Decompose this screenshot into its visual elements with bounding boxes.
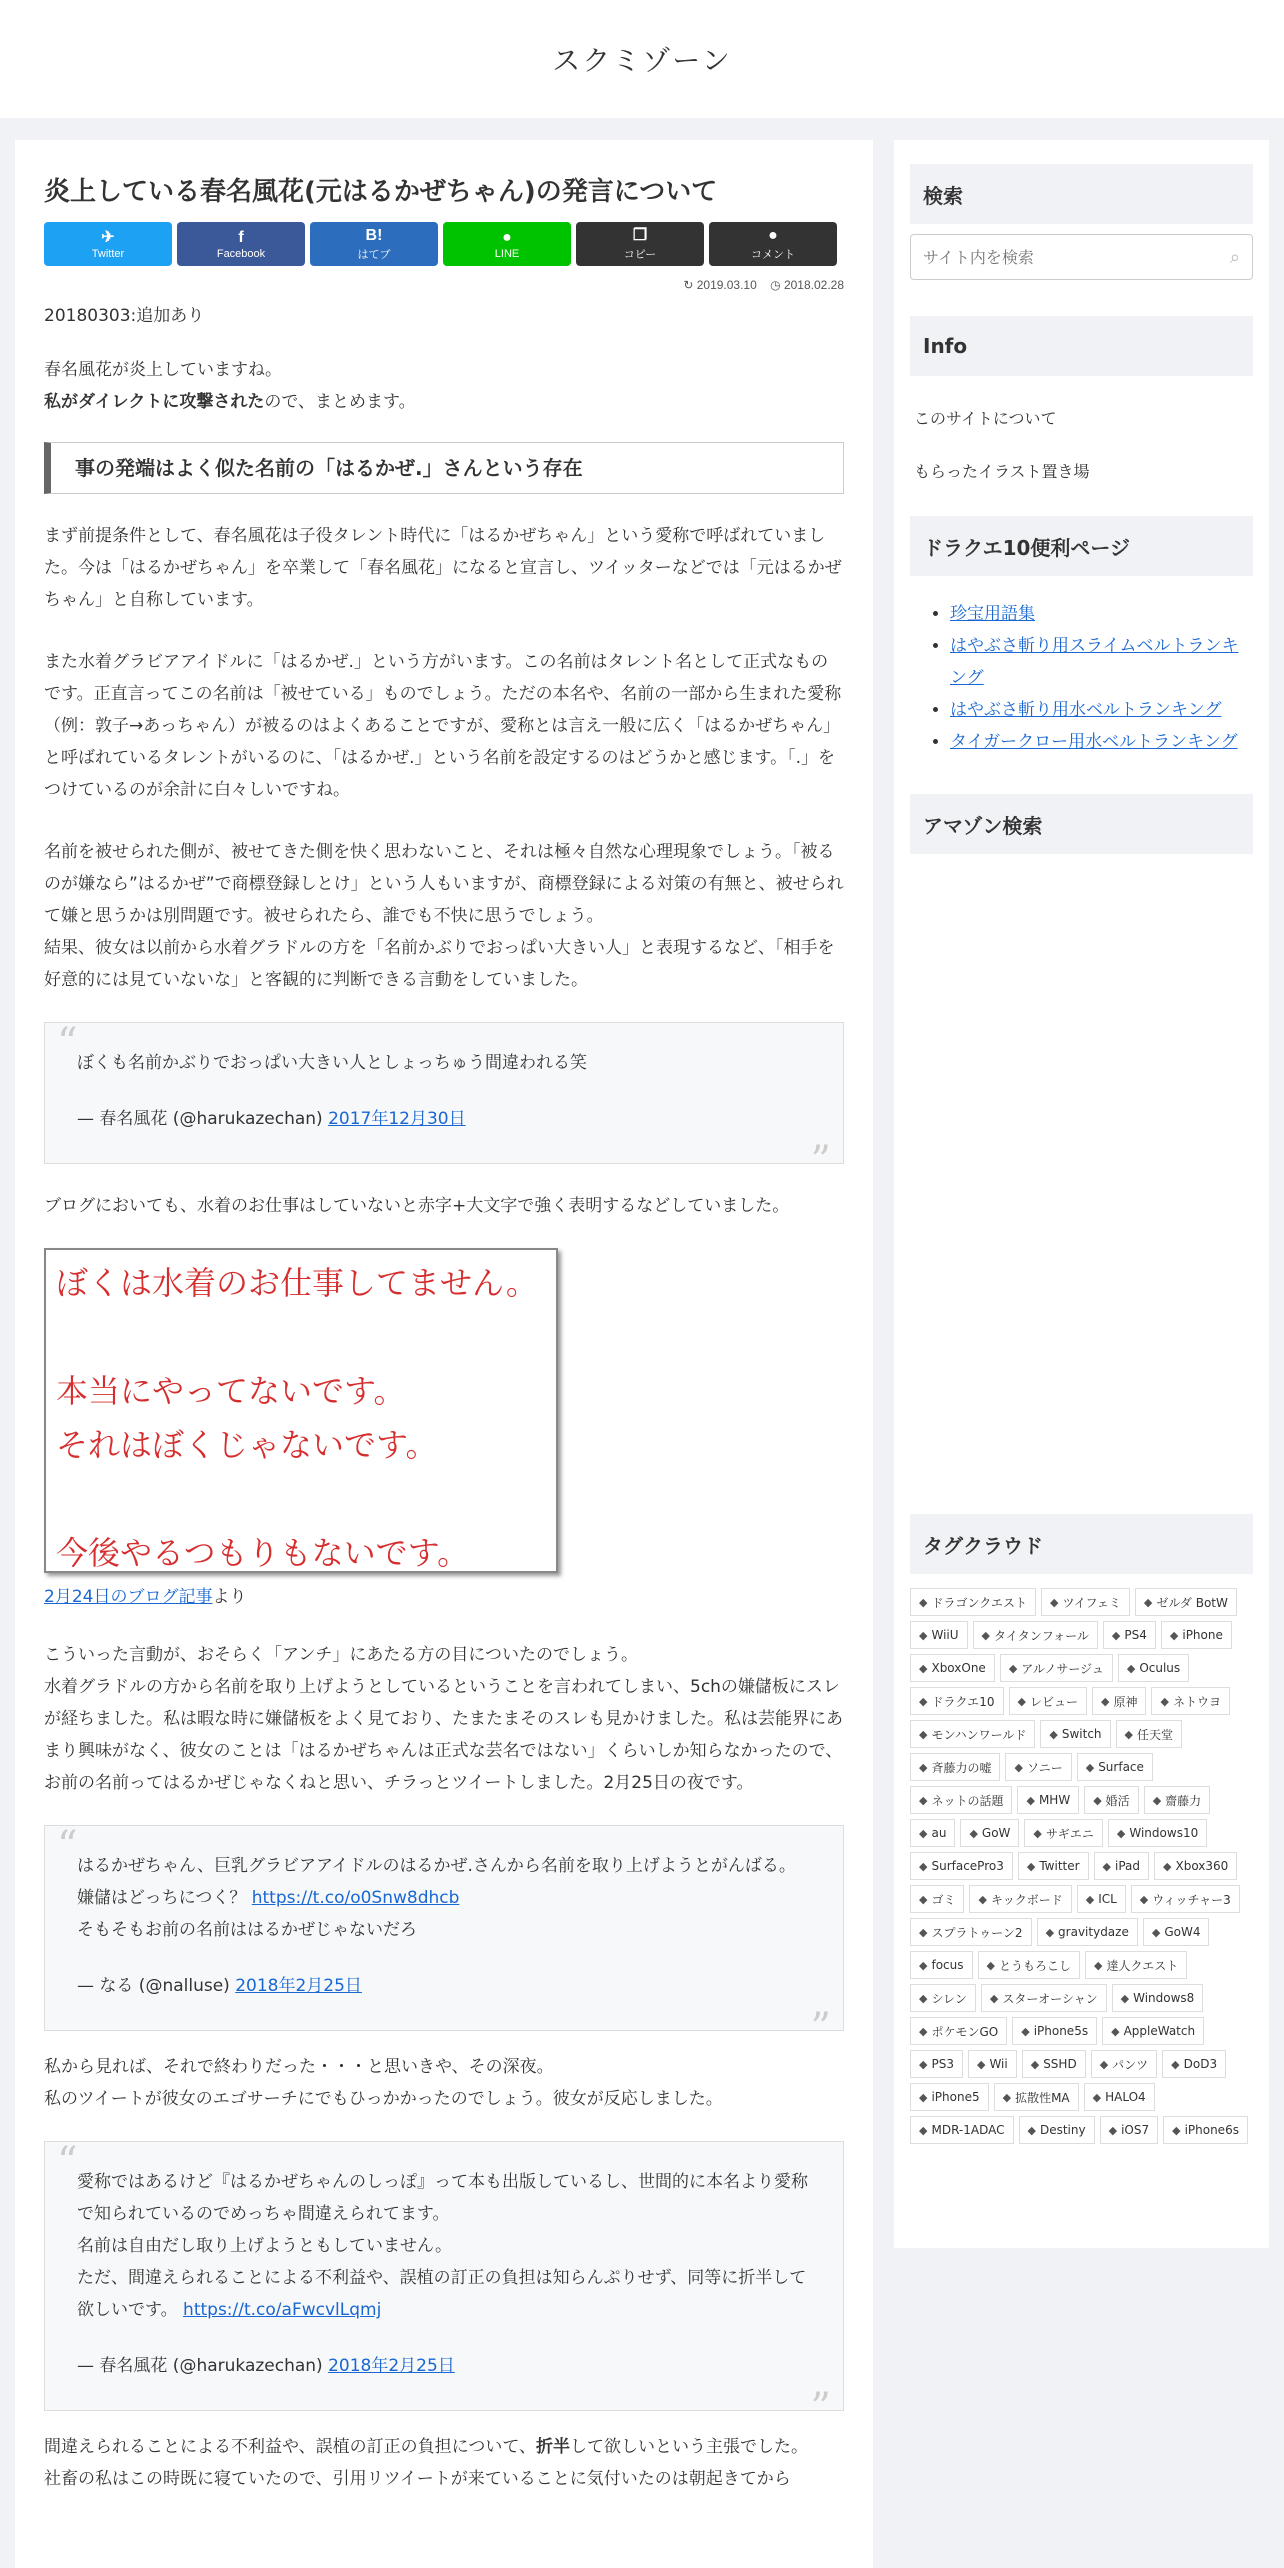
tag-icon: ◆ (1014, 1760, 1023, 1774)
tag-icon: ◆ (919, 2123, 928, 2137)
tag-icon: ◆ (989, 1991, 999, 2005)
share-icon: f (238, 228, 244, 246)
tag-item[interactable] (969, 1885, 1071, 1913)
share-icon: ✈ (101, 228, 115, 246)
share-button-line[interactable] (443, 222, 571, 266)
tag-label: Windows8 (1133, 1991, 1195, 2005)
tag-item[interactable] (1000, 1654, 1113, 1682)
tag-label: SurfacePro3 (931, 1859, 1004, 1873)
tag-icon: ◆ (1092, 2090, 1102, 2104)
tag-item[interactable] (1131, 1885, 1240, 1913)
tag-label: XboxOne (931, 1661, 986, 1675)
info-link-about[interactable]: このサイトについて (914, 409, 1057, 428)
tag-label: シレン (931, 1991, 967, 2006)
tag-label: Surface (1098, 1760, 1144, 1774)
tag-label: iOS7 (1121, 2123, 1150, 2137)
tag-label: Destiny (1039, 2123, 1086, 2137)
tag-item[interactable] (1084, 1786, 1138, 1814)
tweet-quote: “ はるかぜちゃん、巨乳グラビアアイドルのはるかぜ.さんから名前を取り上げようとがんばる。嫌儲はどっちにつく？ https://t.co/o0Snw8dhcb そもそもお前の名前ははるかぜじゃないだろ — なる (@nalluse) 2018年2月25日 ” (44, 1825, 844, 2031)
share-button-コメント[interactable] (709, 222, 837, 266)
dq-link[interactable]: はやぶさ斬り用水ベルトランキング (950, 700, 1222, 720)
tag-item[interactable] (1024, 1819, 1102, 1847)
article-body (44, 300, 844, 2495)
tag-item[interactable] (968, 2050, 1017, 2078)
share-label: Facebook (216, 248, 266, 261)
list-item (950, 598, 1253, 630)
tag-icon: ◆ (1085, 1892, 1095, 1906)
tag-icon: ◆ (1017, 1694, 1026, 1708)
info-widget-title: Info (910, 316, 1253, 376)
tag-icon: ◆ (919, 1892, 928, 1906)
tag-item[interactable] (1108, 1819, 1207, 1847)
tag-item[interactable] (1005, 1753, 1071, 1781)
tag-label: ネットの話題 (931, 1793, 1004, 1808)
list-item (950, 630, 1253, 694)
tag-item[interactable] (1041, 1588, 1130, 1616)
tag-icon: ◆ (969, 1826, 978, 1840)
tag-label: Twitter (1039, 1859, 1080, 1873)
tag-icon: ◆ (1027, 2123, 1036, 2137)
tweet-quote: “ ぼくも名前かぶりでおっぱい大きい人としょっちゅう間違われる笑 — 春名風花 (@harukazechan) 2017年12月30日 ” (44, 1022, 844, 1164)
tag-label: PS4 (1124, 1628, 1147, 1642)
tag-label: focus (931, 1958, 964, 1972)
dq-widget-title: ドラクエ10便利ページ (910, 516, 1253, 576)
tag-label: 任天堂 (1137, 1727, 1174, 1742)
search-input[interactable] (923, 248, 1213, 267)
tag-icon: ◆ (1026, 1859, 1036, 1873)
tag-icon: ◆ (919, 1628, 928, 1642)
dq-link-list (910, 598, 1253, 758)
tag-item[interactable] (910, 2017, 1007, 2045)
share-buttons (44, 222, 844, 266)
share-label: Twitter (91, 248, 125, 261)
tag-cloud (910, 1588, 1253, 2144)
tag-label: ポケモンGO (931, 2024, 999, 2039)
tag-icon: ◆ (919, 1694, 928, 1708)
tag-item[interactable] (1037, 1918, 1138, 1946)
tag-item[interactable] (910, 1588, 1036, 1616)
tag-icon: ◆ (1163, 1859, 1172, 1873)
tag-icon: ◆ (1093, 1793, 1102, 1807)
tag-item[interactable] (981, 1984, 1107, 2012)
tag-item[interactable] (1162, 2050, 1226, 2078)
search-widget-title: 検索 (910, 164, 1253, 224)
tag-item[interactable] (1163, 2116, 1248, 2144)
tag-label: ゴミ (931, 1892, 956, 1907)
updated-date: ↻ 2019.03.10 (683, 278, 757, 293)
tag-item[interactable] (973, 1621, 1098, 1649)
tag-label: GoW (981, 1826, 1011, 1840)
tag-icon: ◆ (986, 1958, 995, 1972)
share-label: コメント (751, 249, 795, 262)
tag-item[interactable] (1019, 2116, 1095, 2144)
amazon-widget-title: アマゾン検索 (910, 794, 1253, 854)
tag-icon: ◆ (919, 2090, 928, 2104)
tag-label: ドラゴンクエスト (931, 1595, 1027, 1610)
tag-item[interactable] (1094, 1852, 1149, 1880)
published-date: ◷ 2018.02.28 (770, 278, 844, 293)
tag-icon: ◆ (1021, 2024, 1030, 2038)
dq-link[interactable]: 珍宝用語集 (950, 604, 1035, 624)
tweet-date-link[interactable]: 2017年12月30日 (328, 1109, 466, 1130)
tag-item[interactable] (910, 2116, 1014, 2144)
tag-icon: ◆ (1143, 1595, 1153, 1609)
tag-item[interactable] (910, 1819, 955, 1847)
tag-icon: ◆ (1008, 1661, 1018, 1675)
tag-item[interactable] (910, 2050, 963, 2078)
list-item (950, 726, 1253, 758)
tag-item[interactable] (960, 1819, 1019, 1847)
post-dates (44, 278, 844, 292)
share-icon: B! (365, 226, 383, 244)
tag-label: レビュー (1029, 1694, 1078, 1709)
share-label: LINE (494, 248, 520, 261)
tag-icon: ◆ (1050, 1595, 1059, 1609)
tag-item[interactable] (994, 2083, 1079, 2111)
tag-icon: ◆ (919, 1925, 928, 1939)
tag-icon: ◆ (1139, 1892, 1149, 1906)
tag-label: ネトウヨ (1172, 1694, 1221, 1709)
tag-label: Oculus (1139, 1661, 1181, 1675)
tag-item[interactable] (978, 1951, 1080, 1979)
tag-label: Xbox360 (1175, 1859, 1229, 1873)
tag-icon: ◆ (1160, 1694, 1169, 1708)
tag-item[interactable] (910, 1984, 976, 2012)
tag-label: GoW4 (1164, 1925, 1201, 1939)
tag-label: ゼルダ BotW (1156, 1595, 1228, 1610)
tag-item[interactable] (1022, 2050, 1086, 2078)
tag-label: PS3 (931, 2057, 954, 2071)
dq-link[interactable]: はやぶさ斬り用スライムベルトランキング (950, 636, 1239, 688)
tag-icon: ◆ (1085, 1760, 1095, 1774)
tag-label: モンハンワールド (931, 1727, 1027, 1742)
tag-item[interactable] (910, 1654, 995, 1682)
tag-label: iPhone5s (1033, 2024, 1089, 2038)
article-title: 炎上している春名風花(元はるかぜちゃん)の発言について (44, 177, 718, 207)
tag-item[interactable] (1084, 2083, 1155, 2111)
search-icon[interactable]: ⌕ (1229, 246, 1240, 268)
tag-icon: ◆ (1171, 2057, 1180, 2071)
tag-item[interactable] (1040, 1720, 1110, 1748)
paragraph: 社畜の私はこの時既に寝ていたので、引用リツイートが来ていることに気付いたのは朝起きてから (44, 2469, 791, 2490)
share-label: コピー (623, 249, 657, 262)
tag-icon: ◆ (978, 1892, 987, 1906)
share-label: はてブ (357, 249, 391, 262)
tag-label: ウィッチャー3 (1152, 1892, 1231, 1907)
tag-item[interactable] (1102, 2017, 1204, 2045)
amazon-ad-area (910, 854, 1253, 1514)
tag-icon: ◆ (1100, 1694, 1110, 1708)
tag-item[interactable] (1116, 1720, 1182, 1748)
tag-item[interactable] (910, 1918, 1032, 1946)
tag-label: gravitydaze (1058, 1925, 1129, 1939)
tag-icon: ◆ (919, 2024, 928, 2038)
tag-label: パンツ (1112, 2057, 1149, 2072)
site-header (0, 0, 1284, 118)
tag-label: 達人クエスト (1106, 1958, 1179, 1973)
tag-icon: ◆ (919, 1760, 928, 1774)
tag-item[interactable] (1144, 1786, 1210, 1814)
quote-close-icon: ” (810, 2385, 831, 2432)
tag-label: au (931, 1826, 947, 1840)
tag-icon: ◆ (919, 1661, 928, 1675)
tag-label: iPhone (1182, 1628, 1223, 1642)
section-heading: 事の発端はよく似た名前の「はるかぜ.」さんという存在 (44, 442, 844, 494)
tag-icon: ◆ (1126, 1661, 1136, 1675)
tweet-date-link[interactable]: 2018年2月25日 (235, 1976, 362, 1997)
tag-label: DoD3 (1183, 2057, 1218, 2071)
tag-label: Wii (989, 2057, 1008, 2071)
share-button-コピー[interactable] (576, 222, 704, 266)
tag-item[interactable] (1085, 1951, 1187, 1979)
tag-icon: ◆ (1111, 1628, 1121, 1642)
tag-label: ドラクエ10 (931, 1694, 995, 1709)
sidebar (894, 140, 1269, 2248)
tag-icon: ◆ (1033, 1826, 1042, 1840)
tag-icon: ◆ (919, 1859, 928, 1873)
tag-item[interactable] (1091, 2050, 1157, 2078)
quote-open-icon: “ (57, 1823, 78, 1870)
tag-item[interactable] (1154, 1852, 1237, 1880)
tag-icon: ◆ (1151, 1925, 1161, 1939)
image-caption: 2月24日のブログ記事より (44, 1587, 247, 1608)
paragraph: 私から見れば、それで終わりだった・・・と思いきや、その深夜。 私のツイートが彼女のエゴサーチにでもひっかかったのでしょう。彼女が反応しました。 (44, 2057, 723, 2110)
share-button-twitter[interactable] (44, 222, 172, 266)
quote-open-icon: “ (57, 2139, 78, 2186)
tag-icon: ◆ (1152, 1793, 1162, 1807)
tag-label: Windows10 (1129, 1826, 1199, 1840)
quote-close-icon: ” (810, 2005, 831, 2052)
tag-icon: ◆ (919, 1991, 928, 2005)
tag-icon: ◆ (1120, 1991, 1130, 2005)
quote-open-icon: “ (57, 1020, 78, 1067)
tag-icon: ◆ (1172, 2123, 1181, 2137)
tag-item[interactable] (1009, 1687, 1087, 1715)
tag-label: 原神 (1113, 1694, 1138, 1709)
tag-label: ツイフェミ (1062, 1595, 1121, 1610)
tag-icon: ◆ (1116, 1826, 1126, 1840)
tag-icon: ◆ (976, 2057, 986, 2071)
tag-label: 齋藤力 (1165, 1793, 1202, 1808)
tag-item[interactable] (1018, 1852, 1089, 1880)
tag-icon: ◆ (1099, 2057, 1109, 2071)
paragraph: 春名風花が炎上していますね。 私がダイレクトに攻撃されたので、まとめます。 (44, 360, 416, 413)
tag-item[interactable] (1118, 1654, 1189, 1682)
tag-icon: ◆ (919, 2057, 928, 2071)
share-icon: ❐ (632, 226, 648, 244)
tag-label: 斉藤力の嘘 (931, 1760, 992, 1775)
tag-label: iPad (1115, 1859, 1141, 1873)
tag-icon: ◆ (919, 1958, 928, 1972)
share-button-facebook[interactable] (177, 222, 305, 266)
tag-label: iPhone6s (1184, 2123, 1239, 2137)
tag-icon: ◆ (1111, 2024, 1120, 2038)
tag-item[interactable] (1112, 1984, 1204, 2012)
tag-label: とうもろこし (998, 1958, 1071, 1973)
tag-icon: ◆ (1169, 1628, 1179, 1642)
tag-item[interactable] (910, 1720, 1035, 1748)
tag-item[interactable] (910, 1852, 1013, 1880)
share-button-はてブ[interactable] (310, 222, 438, 266)
tag-icon: ◆ (1002, 2090, 1012, 2104)
main-content (15, 140, 873, 2568)
blog-article-link[interactable]: 2月24日のブログ記事 (44, 1587, 213, 1608)
tag-item[interactable] (1151, 1687, 1229, 1715)
tag-item[interactable] (1143, 1918, 1210, 1946)
tag-icon: ◆ (981, 1628, 990, 1642)
tag-icon: ◆ (919, 1595, 928, 1609)
tweet-url-link[interactable]: https://t.co/aFwcvlLqmj (183, 2300, 382, 2321)
tag-item[interactable] (910, 2083, 989, 2111)
tag-icon: ◆ (1045, 1925, 1055, 1939)
paragraph: 間違えられることによる不利益や、誤植の訂正の負担について、折半して欲しいという主張でした。 (44, 2437, 808, 2458)
tag-label: WiiU (931, 1628, 959, 1642)
tag-item[interactable] (910, 1687, 1004, 1715)
tag-label: ICL (1098, 1892, 1117, 1906)
tag-item[interactable] (1017, 1786, 1079, 1814)
tweet-quote: “ 愛称ではあるけど『はるかぜちゃんのしっぽ』って本も出版しているし、世間的に本名より愛称で知られているのでめっちゃ間違えられてます。 名前は自由だし取り上げようともしていません。 ただ、間違えられることによる不利益や、誤植の訂正の負担は知らんぷりせず、同等に折半して欲しいです。 https://t.co/aFwcvlLqmj — 春名風花 (@harukazechan) 2018年2月25日 ” (44, 2141, 844, 2411)
search-box (910, 234, 1253, 280)
tag-label: AppleWatch (1123, 2024, 1196, 2038)
tag-icon: ◆ (919, 1793, 928, 1807)
dq-link[interactable]: タイガークロー用水ベルトランキング (950, 732, 1238, 752)
tag-label: スターオーシャン (1002, 1991, 1098, 2006)
tag-icon: ◆ (1102, 1859, 1112, 1873)
tag-label: MHW (1038, 1793, 1071, 1807)
tag-icon: ◆ (1093, 1958, 1103, 1972)
share-icon: ● (768, 226, 778, 244)
tag-icon: ◆ (1049, 1727, 1058, 1741)
tag-label: キックボード (990, 1892, 1063, 1907)
tweet-date-link[interactable]: 2018年2月25日 (328, 2356, 455, 2377)
tag-label: SSHD (1043, 2057, 1077, 2071)
tag-item[interactable] (910, 1885, 964, 1913)
tag-label: Switch (1061, 1727, 1102, 1741)
tag-label: アルノサージュ (1021, 1661, 1104, 1676)
list-item (950, 694, 1253, 726)
info-link-illustrations[interactable]: もらったイラスト置き場 (914, 462, 1090, 481)
tag-label: iPhone5 (931, 2090, 980, 2104)
tag-item[interactable] (1077, 1885, 1126, 1913)
tag-item[interactable] (910, 1786, 1012, 1814)
paragraph: こういった言動が、おそらく「アンチ」にあたる方の目についたのでしょう。 水着グラドルの方から名前を取り上げようとしているということを言われてしまい、5chの嫌儲板にスレが経ちました。私は暇な時に嫌儲板をよく見ており、たまたまそのスレも見かけました。私は芸能界にあまり興味がなく、彼女のことは「はるかぜちゃんは正式な芸名ではない」くらいしか知らなかったので、お前の名前ってはるかぜじゃなくねと思い、チラっとツイートしました。2月25日の夜です。 (44, 1645, 843, 1794)
paragraph: まず前提条件として、春名風花は子役タレント時代に「はるかぜちゃん」という愛称で呼ばれていました。今は「はるかぜちゃん」を卒業して「春名風花」になると宣言し、ツイッターなどでは「元はるかぜちゃん」と自称しています。 (44, 526, 842, 611)
tag-item[interactable] (1100, 2116, 1159, 2144)
tag-item[interactable] (1161, 1621, 1232, 1649)
tag-icon: ◆ (1030, 2057, 1040, 2071)
tag-icon: ◆ (919, 1826, 928, 1840)
tag-label: スプラトゥーン2 (931, 1925, 1023, 1940)
share-icon: ● (502, 228, 512, 246)
paragraph: 20180303:追加あり (44, 306, 205, 327)
tag-item[interactable] (910, 1951, 973, 1979)
tag-icon: ◆ (1108, 2123, 1118, 2137)
tag-icon: ◆ (919, 1727, 928, 1741)
tag-label: 拡散性MA (1015, 2090, 1070, 2105)
tag-item[interactable] (1092, 1687, 1146, 1715)
quote-close-icon: ” (810, 1138, 831, 1185)
paragraph: 名前を被せられた側が、被せてきた側を快く思わないこと、それは極々自然な心理現象でしょう。「被るのが嫌なら”はるかぜ”で商標登録しとけ」という人もいますが、商標登録による対策の有無と、被せられて嫌と思うかは別問題です。被せられたら、誰でも不快に思うでしょう。 結果、彼女は以前から水着グラドルの方を「名前かぶりでおっぱい大きい人」と表現するなど、「相手を好意的には見ていないな」と客観的に判断できる言動をしていました。 (44, 842, 844, 991)
tag-label: MDR-1ADAC (931, 2123, 1005, 2137)
tag-icon: ◆ (1026, 1793, 1035, 1807)
tweet-url-link[interactable]: https://t.co/o0Snw8dhcb (251, 1888, 460, 1909)
tag-item[interactable] (910, 1621, 968, 1649)
tag-cloud-title: タグクラウド (910, 1514, 1253, 1574)
paragraph: ブログにおいても、水着のお仕事はしていないと赤字+大文字で強く表明するなどしていました。 (44, 1196, 790, 1217)
tag-item[interactable] (1103, 1621, 1156, 1649)
tag-item[interactable] (1012, 2017, 1097, 2045)
site-title[interactable]: スクミゾーン (552, 44, 732, 77)
tag-item[interactable] (1077, 1753, 1153, 1781)
blog-screenshot-image: ぼくは水着のお仕事してません。 本当にやってないです。 それはぼくじゃないです。 今後やるつもりもないです。 (44, 1248, 558, 1573)
tag-label: HALO4 (1105, 2090, 1146, 2104)
tag-icon: ◆ (1124, 1727, 1134, 1741)
tag-label: ソニー (1026, 1760, 1063, 1775)
paragraph: また水着グラビアアイドルに「はるかぜ.」という方がいます。この名前はタレント名として正式なものです。正直言ってこの名前は「被せている」ものでしょう。ただの本名や、名前の一部から生まれた愛称（例：敦子→あっちゃん）が被るのはよくあることですが、愛称とは言え一般に広く「はるかぜちゃん」と呼ばれているタレントがいるのに、「はるかぜ.」という名前を設定するのはどうかと感じます。「.」をつけているのが余計に白々しいですね。 (44, 652, 842, 801)
tag-item[interactable] (910, 1753, 1000, 1781)
tag-label: サギエニ (1045, 1826, 1094, 1841)
tag-label: タイタンフォール (994, 1628, 1089, 1643)
tag-label: 婚活 (1105, 1793, 1130, 1808)
tag-item[interactable] (1135, 1588, 1237, 1616)
